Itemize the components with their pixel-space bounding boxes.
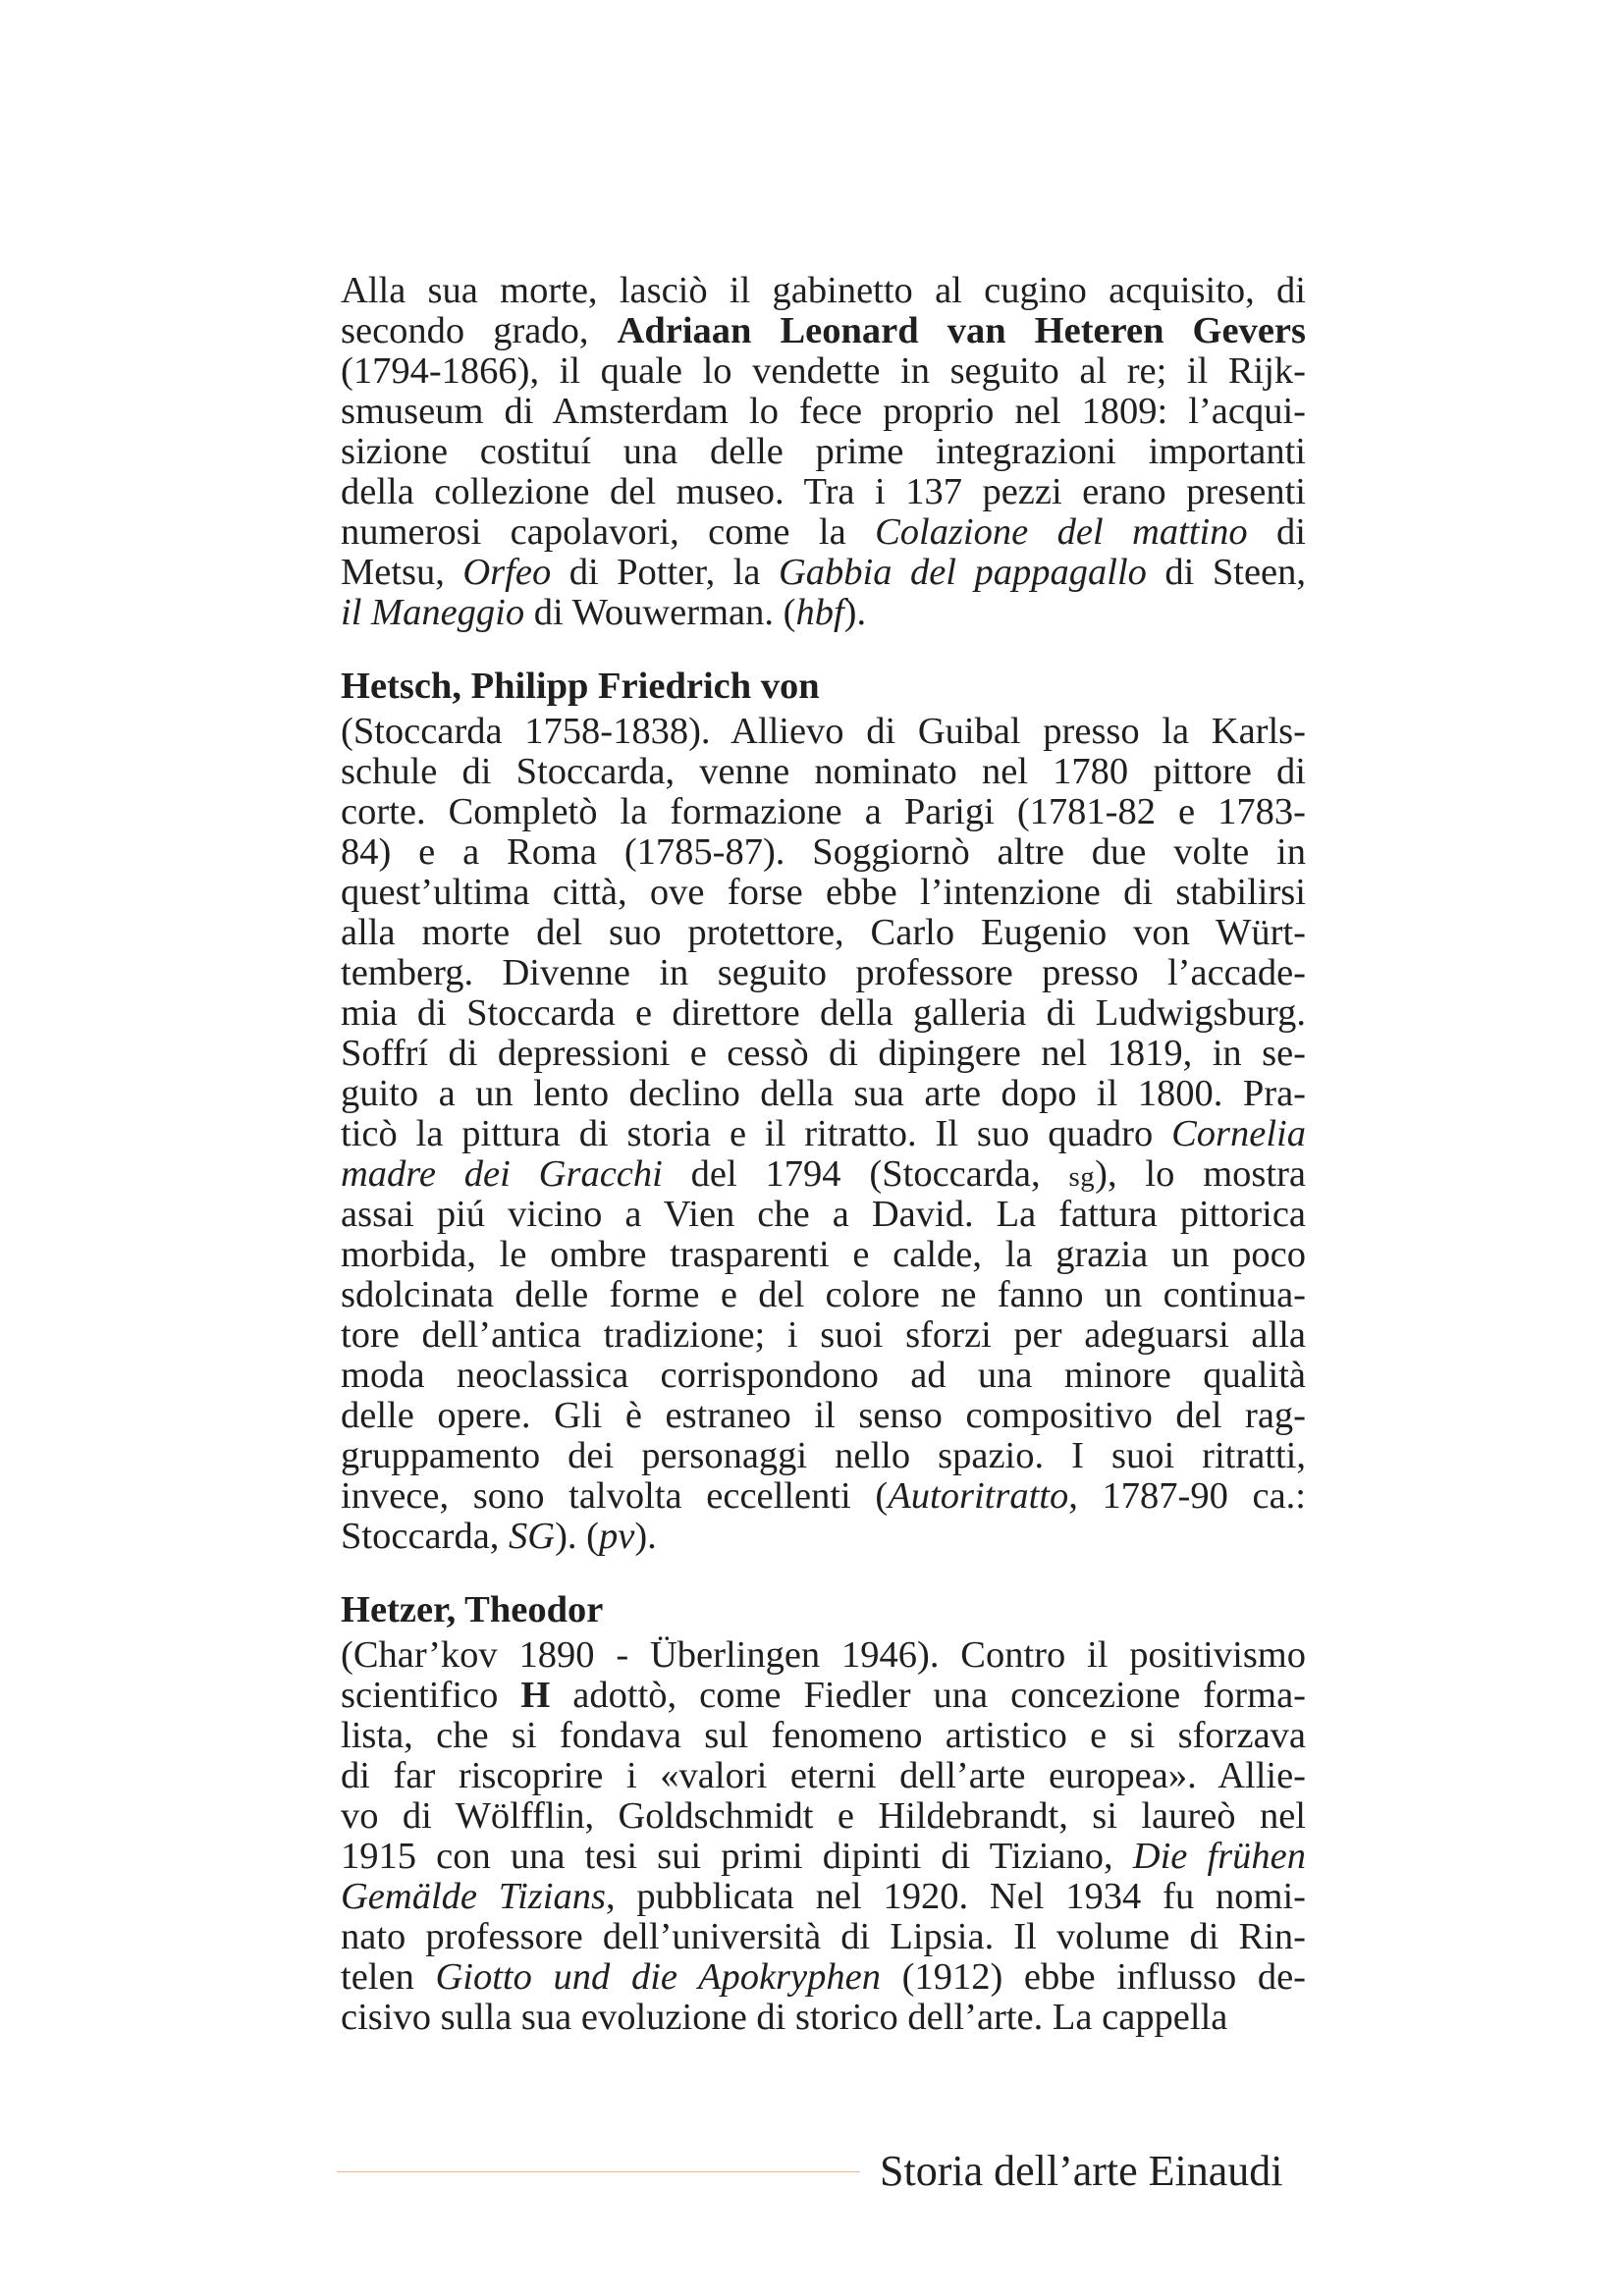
text-run: del 1794 (Stoccarda, (662, 1153, 1069, 1195)
text-run: lista, che si fondava sul fenomeno artistico e si sforzava (341, 1715, 1306, 1756)
text-run: sizione costituí una delle prime integrazioni importanti (341, 431, 1306, 472)
italic-run: madre dei Gracchi (341, 1153, 663, 1195)
text-line (341, 1114, 1306, 1154)
italic-run: Orfeo (462, 552, 552, 593)
text-run: (1912) ebbe influsso de- (880, 1956, 1307, 1998)
text-line (341, 553, 1306, 593)
text-run: vo di Wölfflin, Goldschmidt e Hildebrandt, si laureò nel (341, 1795, 1306, 1837)
text-run: tore dell’antica tradizione; i suoi sforzi per adeguarsi alla (341, 1314, 1306, 1356)
text-line (341, 993, 1306, 1034)
text-line (341, 1275, 1306, 1315)
text-line (341, 1877, 1306, 1917)
text-line (341, 1074, 1306, 1114)
bold-run: H (520, 1675, 551, 1716)
bold-run: Adriaan Leonard van Heteren Gevers (617, 310, 1306, 351)
text-run: delle opere. Gli è estraneo il senso compositivo del rag- (341, 1395, 1306, 1436)
text-run: alla morte del suo protettore, Carlo Eugenio von Würt- (341, 912, 1306, 953)
text-run: temberg. Divenne in seguito professore presso l’accade- (341, 952, 1306, 993)
text-line (341, 1796, 1306, 1837)
text-run: corte. Completò la formazione a Parigi (1781-82 e 1783- (341, 791, 1306, 832)
smallcaps-run: sg (1068, 1161, 1096, 1193)
text-run: invece, sono talvolta eccellenti ( (341, 1475, 889, 1517)
entry-spacer (341, 1557, 1306, 1586)
text-run: adottò, come Fiedler una concezione forma- (550, 1675, 1306, 1716)
text-line (341, 311, 1306, 351)
text-run: , 1787-90 ca.: (1068, 1475, 1306, 1517)
text-run: di far riscoprire i «valori eterni dell’arte europea». Allie- (341, 1755, 1306, 1796)
text-run: gruppamento dei personaggi nello spazio. I suoi ritratti, (341, 1435, 1306, 1476)
text-line (341, 1356, 1306, 1396)
italic-run: Autoritratto (888, 1475, 1069, 1517)
text-line (341, 1756, 1306, 1796)
text-run: scientifico (341, 1675, 521, 1716)
text-run: cisivo sulla sua evoluzione di storico dell’arte. La cappella (341, 1997, 1228, 2038)
text-line (341, 792, 1306, 832)
italic-run: Colazione del mattino (875, 511, 1248, 553)
text-run: , pubblicata nel 1920. Nel 1934 fu nomi- (605, 1876, 1306, 1917)
text-line (341, 1235, 1306, 1275)
text-run: moda neoclassica corrispondono ad una minore qualità (341, 1355, 1306, 1396)
text-run: (Char’kov 1890 - Überlingen 1946). Contro il positivismo (341, 1634, 1306, 1676)
article-body (341, 271, 1306, 2038)
text-run: ). (843, 592, 867, 633)
text-line (341, 1034, 1306, 1074)
text-run: guito a un lento declino della sua arte dopo il 1800. Pra- (341, 1073, 1306, 1114)
text-line (341, 1154, 1306, 1195)
italic-run: SG (509, 1516, 556, 1557)
footer-rule (337, 2171, 860, 2172)
text-line (341, 1476, 1306, 1517)
text-line (341, 1998, 1306, 2038)
text-run: di Potter, la (551, 552, 779, 593)
text-run: nato professore dell’università di Lipsia. Il volume di Rin- (341, 1916, 1306, 1957)
text-line (341, 432, 1306, 472)
text-run: Soffrí di depressioni e cessò di dipingere nel 1819, in se- (341, 1033, 1306, 1074)
text-run: 1915 con una tesi sui primi dipinti di Tiziano, (341, 1836, 1133, 1877)
text-line (341, 271, 1306, 311)
text-run: Stoccarda, (341, 1516, 510, 1557)
text-line (341, 873, 1306, 913)
text-line (341, 1517, 1306, 1557)
italic-run: pv (599, 1516, 635, 1557)
text-line (341, 953, 1306, 993)
text-line (341, 752, 1306, 792)
entry-heading: Hetzer, Theodor (341, 1589, 604, 1630)
dictionary-entry (341, 271, 1306, 633)
text-run: di Wouwerman. ( (524, 592, 796, 633)
text-run: schule di Stoccarda, venne nominato nel 1780 pittore di (341, 751, 1306, 792)
text-line (341, 913, 1306, 953)
text-run: ). (634, 1516, 657, 1557)
text-line (341, 351, 1306, 392)
italic-run: Die frühen (1132, 1836, 1306, 1877)
text-run: ), lo mostra (1095, 1153, 1307, 1195)
text-line (341, 712, 1306, 752)
text-run: assai piú vicino a Vien che a David. La fattura pittorica (341, 1194, 1306, 1235)
text-line (341, 1396, 1306, 1436)
text-line (341, 1676, 1306, 1716)
text-run: Metsu, (341, 552, 463, 593)
text-run: di (1247, 511, 1307, 553)
text-line (341, 593, 1306, 633)
text-run: sdolcinata delle forme e del colore ne fanno un continua- (341, 1274, 1306, 1315)
text-run: ). ( (555, 1516, 600, 1557)
text-run: morbida, le ombre trasparenti e calde, la grazia un poco (341, 1234, 1306, 1275)
text-line (341, 1716, 1306, 1756)
text-run: di Steen, (1146, 552, 1306, 593)
italic-run: Cornelia (1171, 1113, 1306, 1154)
footer-title: Storia dell’arte Einaudi (880, 2147, 1283, 2195)
italic-run: Gabbia del pappagallo (778, 552, 1147, 593)
dictionary-entry (341, 633, 1306, 1557)
text-line (341, 1436, 1306, 1476)
text-run: numerosi capolavori, come la (341, 511, 876, 553)
text-run: Alla sua morte, lasciò il gabinetto al cugino acquisito, di (341, 270, 1306, 311)
dictionary-entry (341, 1557, 1306, 2038)
text-run: (1794-1866), il quale lo vendette in seguito al re; il Rijk- (341, 350, 1306, 392)
text-run: ticò la pittura di storia e il ritratto. Il suo quadro (341, 1113, 1172, 1154)
text-line (341, 1315, 1306, 1356)
italic-run: hbf (795, 592, 844, 633)
text-line (341, 1917, 1306, 1957)
entry-heading: Hetsch, Philipp Friedrich von (341, 666, 820, 707)
text-line (341, 832, 1306, 873)
text-run: (Stoccarda 1758-1838). Allievo di Guibal presso la Karls- (341, 711, 1306, 752)
text-line (341, 1957, 1306, 1998)
text-run: telen (341, 1956, 436, 1998)
entry-spacer (341, 633, 1306, 663)
text-line (341, 1837, 1306, 1877)
text-line (341, 512, 1306, 553)
text-line (341, 1195, 1306, 1235)
text-run: smuseum di Amsterdam lo fece proprio nel 1809: l’acqui- (341, 391, 1306, 432)
text-line (341, 392, 1306, 432)
text-line (341, 472, 1306, 512)
italic-run: il Maneggio (341, 592, 525, 633)
italic-run: Giotto und die Apokryphen (435, 1956, 881, 1998)
italic-run: Gemälde Tizians (341, 1876, 606, 1917)
text-run: mia di Stoccarda e direttore della galleria di Ludwigsburg. (341, 992, 1306, 1034)
text-run: secondo grado, (341, 310, 618, 351)
text-run: della collezione del museo. Tra i 137 pezzi erano presenti (341, 471, 1306, 512)
text-run: quest’ultima città, ove forse ebbe l’intenzione di stabilirsi (341, 872, 1306, 913)
text-line (341, 1635, 1306, 1676)
text-run: 84) e a Roma (1785-87). Soggiornò altre due volte in (341, 831, 1306, 873)
